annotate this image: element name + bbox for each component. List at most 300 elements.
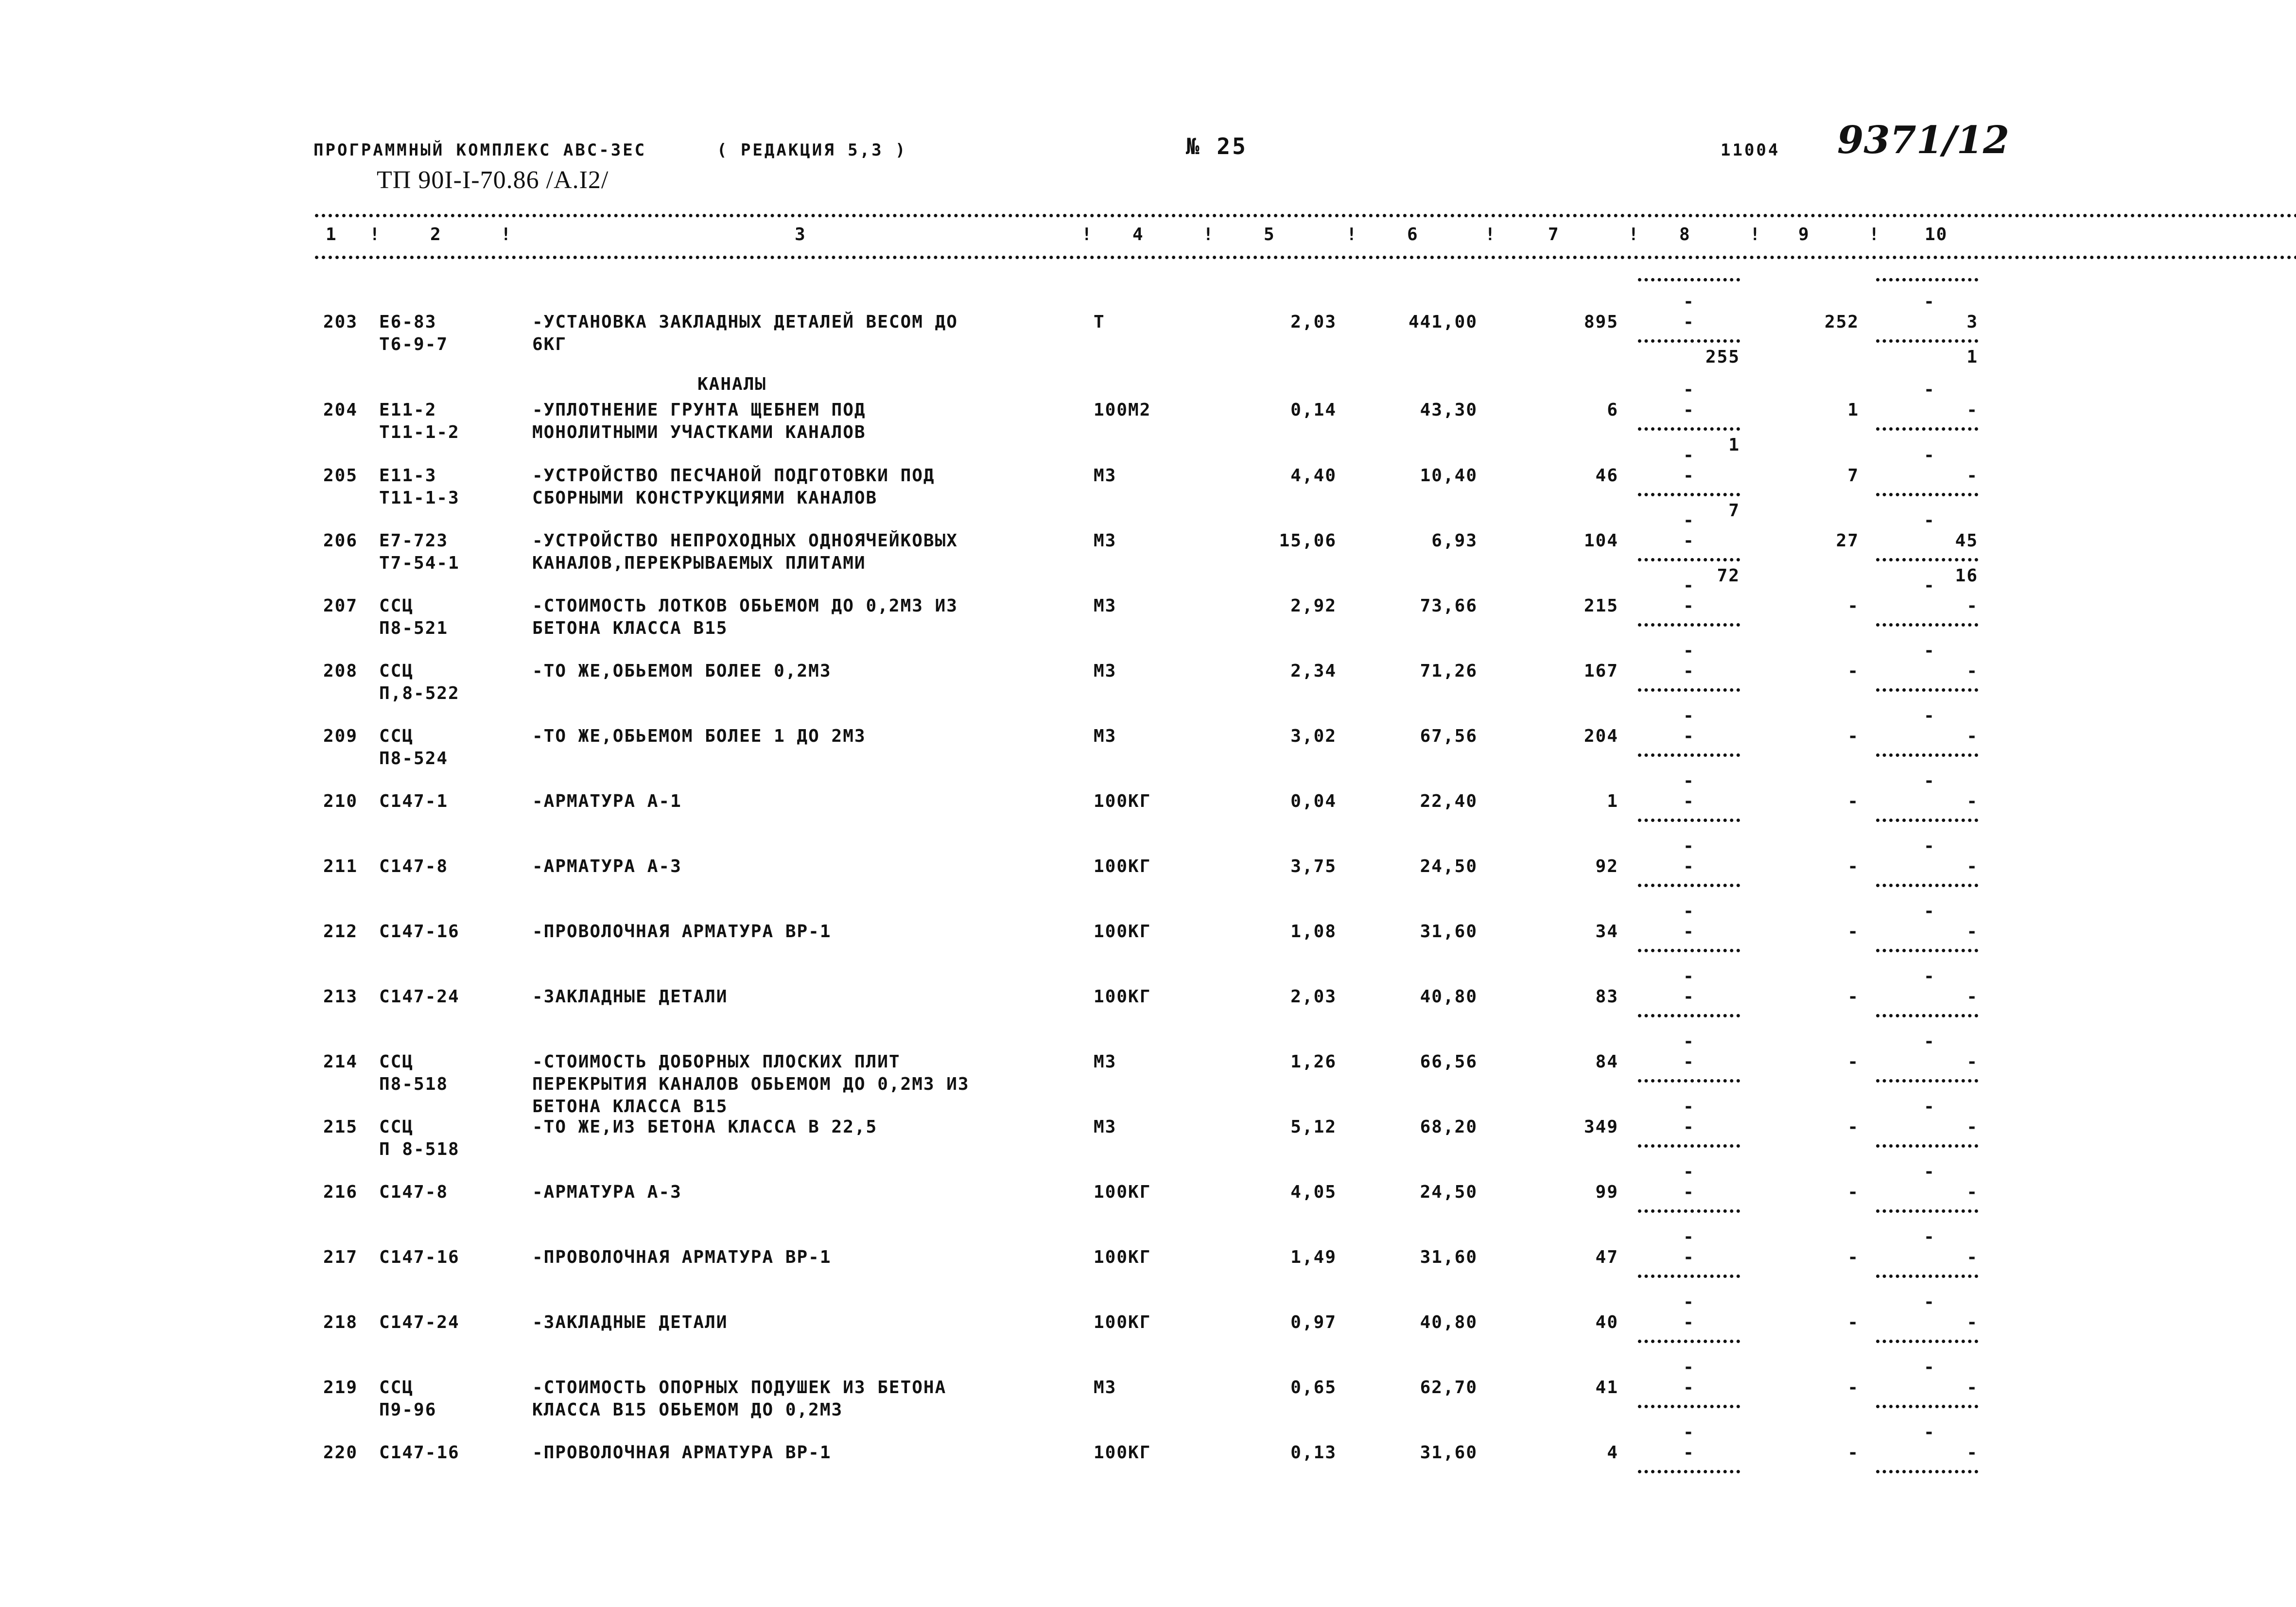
col8-mark-top: - [1683, 292, 1695, 312]
norm-code-line2: П8-521 [379, 618, 449, 638]
quantity: 4,05 [1290, 1182, 1337, 1202]
col9-value: - [1847, 1378, 1859, 1397]
norm-code: ССЦ [379, 1378, 414, 1397]
quantity: 15,06 [1279, 531, 1337, 551]
total-cost: 104 [1583, 531, 1618, 551]
col10-rule [1876, 1405, 1978, 1408]
col8-rule [1638, 427, 1740, 431]
quantity: 5,12 [1290, 1117, 1337, 1137]
col10-rule [1876, 623, 1978, 627]
work-description: -ТО ЖЕ,ИЗ БЕТОНА КЛАССА В 22,5 [532, 1117, 878, 1137]
quantity: 1,08 [1290, 922, 1337, 942]
col8-rule [1638, 1470, 1740, 1473]
document-code: 11004 [1721, 140, 1780, 160]
unit-price: 43,30 [1420, 400, 1478, 420]
col8-mark-top: - [1683, 966, 1695, 986]
quantity: 2,92 [1290, 596, 1337, 616]
handwritten-sheet-number: 9371/12 [1837, 118, 2010, 162]
col10-mark-top: - [1924, 1227, 1935, 1247]
work-description: -АРМАТУРА А-1 [532, 791, 682, 811]
norm-code: С147-24 [379, 987, 460, 1007]
col9-value: - [1847, 1312, 1859, 1332]
total-cost: 99 [1595, 1182, 1618, 1202]
norm-code: ССЦ [379, 726, 414, 746]
col8-subvalue: 255 [1705, 347, 1740, 367]
col10-rule [1876, 339, 1978, 343]
norm-code: ССЦ [379, 661, 414, 681]
col8-rule [1638, 1405, 1740, 1408]
work-description: -СТОИМОСТЬ ДОБОРНЫХ ПЛОСКИХ ПЛИТ [532, 1052, 901, 1072]
col9-value: 252 [1824, 312, 1859, 332]
col10-value: - [1966, 1443, 1978, 1463]
col9-value: - [1847, 791, 1859, 811]
col9-value: - [1847, 1117, 1859, 1137]
row-number: 203 [323, 312, 358, 332]
col9-value: - [1847, 1443, 1859, 1463]
col8-rule [1638, 558, 1740, 561]
col10-value: - [1966, 1247, 1978, 1267]
quantity: 2,03 [1290, 987, 1337, 1007]
work-description: -СТОИМОСТЬ ОПОРНЫХ ПОДУШЕК ИЗ БЕТОНА [532, 1378, 947, 1397]
col8-value: - [1683, 726, 1695, 746]
col8-rule [1638, 1144, 1740, 1148]
norm-code-line2: Т6-9-7 [379, 334, 449, 354]
unit-price: 40,80 [1420, 987, 1478, 1007]
row-number: 217 [323, 1247, 358, 1267]
col8-rule [1638, 688, 1740, 692]
col10-value: - [1966, 726, 1978, 746]
unit: М3 [1094, 596, 1117, 616]
quantity: 2,03 [1290, 312, 1337, 332]
norm-code: С147-8 [379, 856, 449, 876]
unit-price: 31,60 [1420, 1443, 1478, 1463]
col10-value: - [1966, 661, 1978, 681]
col10-value: - [1966, 400, 1978, 420]
row-number: 216 [323, 1182, 358, 1202]
column-header-3: 3 [795, 225, 806, 245]
work-description: -УСТРОЙСТВО ПЕСЧАНОЙ ПОДГОТОВКИ ПОД [532, 466, 935, 486]
work-description: КЛАССА В15 ОБЬЕМОМ ДО 0,2М3 [532, 1400, 843, 1420]
norm-code: Е11-2 [379, 400, 437, 420]
column-header-1: 1 [326, 225, 337, 245]
program-title: ПРОГРАММНЫЙ КОМПЛЕКС АВС-3ЕС [313, 140, 647, 160]
column-separator: ! [1346, 225, 1358, 245]
unit: 100КГ [1094, 856, 1151, 876]
col10-rule [1876, 1340, 1978, 1343]
column-header-9: 9 [1798, 225, 1810, 245]
total-cost: 215 [1583, 596, 1618, 616]
col8-value: - [1683, 312, 1695, 332]
work-description: -УСТАНОВКА ЗАКЛАДНЫХ ДЕТАЛЕЙ ВЕСОМ ДО [532, 312, 958, 332]
unit: 100КГ [1094, 922, 1151, 942]
col10-value: - [1966, 1117, 1978, 1137]
col8-subvalue: 72 [1717, 566, 1740, 586]
column-separator: ! [1485, 225, 1496, 245]
col10-mark-top: - [1924, 641, 1935, 661]
norm-code: ССЦ [379, 1052, 414, 1072]
quantity: 3,02 [1290, 726, 1337, 746]
col8-mark-top: - [1683, 576, 1695, 595]
norm-code: С147-1 [379, 791, 449, 811]
work-description: -ПРОВОЛОЧНАЯ АРМАТУРА ВР-1 [532, 1247, 832, 1267]
col8-mark-top: - [1683, 836, 1695, 856]
work-description: -УСТРОЙСТВО НЕПРОХОДНЫХ ОДНОЯЧЕЙКОВЫХ [532, 531, 958, 551]
col8-mark-top: - [1683, 1162, 1695, 1182]
col10-mark-top: - [1924, 771, 1935, 791]
unit: 100КГ [1094, 987, 1151, 1007]
col8-mark-top: - [1683, 901, 1695, 921]
col8-value: - [1683, 596, 1695, 616]
col10-mark-top: - [1924, 901, 1935, 921]
total-cost: 167 [1583, 661, 1618, 681]
column-header-4: 4 [1132, 225, 1144, 245]
col10-value: - [1966, 1378, 1978, 1397]
norm-code-line2: П,8-522 [379, 683, 460, 703]
col9-value: 7 [1847, 466, 1859, 486]
col10-mark-top: - [1924, 510, 1935, 530]
col10-rule [1876, 1014, 1978, 1017]
col9-value: - [1847, 922, 1859, 942]
column-separator: ! [1628, 225, 1640, 245]
col9-value: 27 [1836, 531, 1859, 551]
row-number: 220 [323, 1443, 358, 1463]
total-cost: 40 [1595, 1312, 1618, 1332]
col8-mark-top: - [1683, 510, 1695, 530]
col10-mark-top: - [1924, 966, 1935, 986]
column-separator: ! [1750, 225, 1761, 245]
col10-mark-top: - [1924, 1097, 1935, 1117]
col8-mark-top: - [1683, 380, 1695, 400]
col8-mark-top: - [1683, 1422, 1695, 1442]
col8-value: - [1683, 400, 1695, 420]
col8-subvalue: 7 [1728, 501, 1740, 521]
col9-value: - [1847, 1247, 1859, 1267]
col8-value: - [1683, 922, 1695, 942]
unit-price: 6,93 [1431, 531, 1478, 551]
work-description: -ТО ЖЕ,ОБЬЕМОМ БОЛЕЕ 1 ДО 2М3 [532, 726, 866, 746]
edition-label: ( РЕДАКЦИЯ 5,3 ) [717, 140, 907, 160]
col8-rule [1638, 949, 1740, 952]
unit-price: 24,50 [1420, 1182, 1478, 1202]
unit-price: 68,20 [1420, 1117, 1478, 1137]
row-number: 211 [323, 856, 358, 876]
unit-price: 31,60 [1420, 1247, 1478, 1267]
norm-code: ССЦ [379, 596, 414, 616]
col10-mark-top: - [1924, 576, 1935, 595]
col8-rule [1638, 884, 1740, 887]
unit: 100КГ [1094, 1182, 1151, 1202]
col10-rule [1876, 688, 1978, 692]
col9-value: - [1847, 987, 1859, 1007]
column-header-8: 8 [1679, 225, 1691, 245]
column-separator: ! [1869, 225, 1880, 245]
column-header-5: 5 [1264, 225, 1275, 245]
col8-mark-top: - [1683, 1031, 1695, 1051]
col9-value: - [1847, 1182, 1859, 1202]
col8-subvalue: 1 [1728, 435, 1740, 455]
norm-code-line2: П9-96 [379, 1400, 437, 1420]
col10-value: 45 [1955, 531, 1978, 551]
col10-rule [1876, 493, 1978, 496]
column-separator: ! [369, 225, 381, 245]
col8-rule [1638, 1340, 1740, 1343]
row-number: 204 [323, 400, 358, 420]
col8-value: - [1683, 1378, 1695, 1397]
row-number: 205 [323, 466, 358, 486]
column-header-6: 6 [1407, 225, 1419, 245]
norm-code: Е7-723 [379, 531, 449, 551]
unit: М3 [1094, 661, 1117, 681]
norm-code: Е11-3 [379, 466, 437, 486]
table-top-rule [315, 214, 2296, 217]
col10-subvalue: 16 [1955, 566, 1978, 586]
row-number: 207 [323, 596, 358, 616]
unit-price: 73,66 [1420, 596, 1478, 616]
col10-rule [1876, 1275, 1978, 1278]
col8-mark-top: - [1683, 641, 1695, 661]
col8-rule [1638, 278, 1740, 281]
col10-rule [1876, 753, 1978, 757]
page-number: № 25 [1186, 133, 1248, 159]
col10-rule [1876, 1209, 1978, 1213]
norm-code: С147-24 [379, 1312, 460, 1332]
total-cost: 204 [1583, 726, 1618, 746]
quantity: 0,65 [1290, 1378, 1337, 1397]
unit-price: 22,40 [1420, 791, 1478, 811]
total-cost: 1 [1607, 791, 1618, 811]
col10-rule [1876, 278, 1978, 281]
col10-rule [1876, 427, 1978, 431]
col8-mark-top: - [1683, 1227, 1695, 1247]
col10-rule [1876, 1144, 1978, 1148]
quantity: 3,75 [1290, 856, 1337, 876]
quantity: 2,34 [1290, 661, 1337, 681]
column-separator: ! [1081, 225, 1093, 245]
work-description: БЕТОНА КЛАССА В15 [532, 618, 728, 638]
unit-price: 40,80 [1420, 1312, 1478, 1332]
total-cost: 46 [1595, 466, 1618, 486]
col10-mark-top: - [1924, 1162, 1935, 1182]
unit: М3 [1094, 466, 1117, 486]
unit-price: 31,60 [1420, 922, 1478, 942]
row-number: 214 [323, 1052, 358, 1072]
quantity: 1,26 [1290, 1052, 1337, 1072]
row-number: 215 [323, 1117, 358, 1137]
col10-rule [1876, 1470, 1978, 1473]
col8-value: - [1683, 791, 1695, 811]
work-description: -АРМАТУРА А-3 [532, 856, 682, 876]
col10-rule [1876, 884, 1978, 887]
unit: М3 [1094, 531, 1117, 551]
work-description: МОНОЛИТНЫМИ УЧАСТКАМИ КАНАЛОВ [532, 422, 866, 442]
work-description: БЕТОНА КЛАССА В15 [532, 1097, 728, 1117]
col8-value: - [1683, 1247, 1695, 1267]
unit: 100КГ [1094, 791, 1151, 811]
work-description: -СТОИМОСТЬ ЛОТКОВ ОБЬЕМОМ ДО 0,2М3 ИЗ [532, 596, 958, 616]
column-header-7: 7 [1548, 225, 1560, 245]
col10-value: - [1966, 1182, 1978, 1202]
column-header-2: 2 [430, 225, 442, 245]
col8-rule [1638, 493, 1740, 496]
col10-mark-top: - [1924, 1357, 1935, 1377]
col9-value: - [1847, 596, 1859, 616]
col10-value: - [1966, 1312, 1978, 1332]
total-cost: 895 [1583, 312, 1618, 332]
col10-value: - [1966, 791, 1978, 811]
col10-value: - [1966, 1052, 1978, 1072]
unit-price: 24,50 [1420, 856, 1478, 876]
work-description: 6КГ [532, 334, 567, 354]
unit: 100КГ [1094, 1247, 1151, 1267]
col8-value: - [1683, 1117, 1695, 1137]
norm-code-line2: П8-518 [379, 1074, 449, 1094]
col8-value: - [1683, 987, 1695, 1007]
norm-code-line2: П8-524 [379, 749, 449, 769]
total-cost: 84 [1595, 1052, 1618, 1072]
work-description: -ТО ЖЕ,ОБЬЕМОМ БОЛЕЕ 0,2М3 [532, 661, 832, 681]
total-cost: 6 [1607, 400, 1618, 420]
work-description: -ПРОВОЛОЧНАЯ АРМАТУРА ВР-1 [532, 922, 832, 942]
col8-rule [1638, 1014, 1740, 1017]
col9-value: - [1847, 1052, 1859, 1072]
row-number: 219 [323, 1378, 358, 1397]
row-number: 209 [323, 726, 358, 746]
col10-rule [1876, 1079, 1978, 1083]
col10-value: - [1966, 987, 1978, 1007]
col10-value: - [1966, 922, 1978, 942]
col8-rule [1638, 819, 1740, 822]
total-cost: 41 [1595, 1378, 1618, 1397]
col8-mark-top: - [1683, 445, 1695, 465]
work-description: КАНАЛОВ,ПЕРЕКРЫВАЕМЫХ ПЛИТАМИ [532, 553, 866, 573]
total-cost: 34 [1595, 922, 1618, 942]
col10-value: - [1966, 596, 1978, 616]
col8-rule [1638, 1079, 1740, 1083]
col9-value: - [1847, 856, 1859, 876]
unit-price: 71,26 [1420, 661, 1478, 681]
norm-code-line2: П 8-518 [379, 1139, 460, 1159]
quantity: 1,49 [1290, 1247, 1337, 1267]
unit-price: 441,00 [1408, 312, 1478, 332]
col9-value: - [1847, 726, 1859, 746]
unit: М3 [1094, 1117, 1117, 1137]
col8-value: - [1683, 1443, 1695, 1463]
section-title: КАНАЛЫ [697, 374, 767, 394]
col8-value: - [1683, 1312, 1695, 1332]
work-description: ПЕРЕКРЫТИЯ КАНАЛОВ ОБЬЕМОМ ДО 0,2М3 ИЗ [532, 1074, 970, 1094]
col10-value: - [1966, 466, 1978, 486]
col10-mark-top: - [1924, 1031, 1935, 1051]
norm-code: ССЦ [379, 1117, 414, 1137]
column-separator: ! [1203, 225, 1215, 245]
col8-rule [1638, 1275, 1740, 1278]
col10-rule [1876, 558, 1978, 561]
col10-subvalue: 1 [1966, 347, 1978, 367]
unit-price: 66,56 [1420, 1052, 1478, 1072]
work-description: -АРМАТУРА А-3 [532, 1182, 682, 1202]
column-header-10: 10 [1925, 225, 1948, 245]
row-number: 206 [323, 531, 358, 551]
quantity: 4,40 [1290, 466, 1337, 486]
unit: 100КГ [1094, 1443, 1151, 1463]
work-description: -ЗАКЛАДНЫЕ ДЕТАЛИ [532, 987, 728, 1007]
row-number: 208 [323, 661, 358, 681]
col8-mark-top: - [1683, 1357, 1695, 1377]
row-number: 210 [323, 791, 358, 811]
col8-value: - [1683, 1052, 1695, 1072]
col10-mark-top: - [1924, 292, 1935, 312]
work-description: -ЗАКЛАДНЫЕ ДЕТАЛИ [532, 1312, 728, 1332]
col10-rule [1876, 819, 1978, 822]
col9-value: - [1847, 661, 1859, 681]
norm-code: Е6-83 [379, 312, 437, 332]
col8-rule [1638, 623, 1740, 627]
quantity: 0,04 [1290, 791, 1337, 811]
row-number: 213 [323, 987, 358, 1007]
unit-price: 10,40 [1420, 466, 1478, 486]
row-number: 212 [323, 922, 358, 942]
col10-mark-top: - [1924, 836, 1935, 856]
col8-value: - [1683, 661, 1695, 681]
col8-value: - [1683, 466, 1695, 486]
norm-code-line2: Т11-1-3 [379, 488, 460, 508]
norm-code-line2: Т11-1-2 [379, 422, 460, 442]
col8-mark-top: - [1683, 1097, 1695, 1117]
col9-value: 1 [1847, 400, 1859, 420]
col10-mark-top: - [1924, 706, 1935, 726]
col10-mark-top: - [1924, 380, 1935, 400]
quantity: 0,13 [1290, 1443, 1337, 1463]
total-cost: 47 [1595, 1247, 1618, 1267]
row-number: 218 [323, 1312, 358, 1332]
quantity: 0,97 [1290, 1312, 1337, 1332]
unit: М3 [1094, 1378, 1117, 1397]
norm-code: С147-16 [379, 1247, 460, 1267]
col10-value: 3 [1966, 312, 1978, 332]
col10-mark-top: - [1924, 1422, 1935, 1442]
col10-rule [1876, 949, 1978, 952]
col8-value: - [1683, 1182, 1695, 1202]
quantity: 0,14 [1290, 400, 1337, 420]
norm-code: С147-16 [379, 922, 460, 942]
norm-code: С147-16 [379, 1443, 460, 1463]
unit: 100КГ [1094, 1312, 1151, 1332]
col10-value: - [1966, 856, 1978, 876]
col8-mark-top: - [1683, 771, 1695, 791]
unit: 100М2 [1094, 400, 1151, 420]
unit: Т [1094, 312, 1105, 332]
norm-code: С147-8 [379, 1182, 449, 1202]
total-cost: 83 [1595, 987, 1618, 1007]
column-separator: ! [501, 225, 512, 245]
table-header-rule [315, 256, 2296, 259]
total-cost: 4 [1607, 1443, 1618, 1463]
work-description: -УПЛОТНЕНИЕ ГРУНТА ЩЕБНЕМ ПОД [532, 400, 866, 420]
project-designation: ТП 90I-I-70.86 /А.I2/ [377, 166, 609, 194]
col8-value: - [1683, 531, 1695, 551]
unit-price: 67,56 [1420, 726, 1478, 746]
total-cost: 349 [1583, 1117, 1618, 1137]
work-description: СБОРНЫМИ КОНСТРУКЦИЯМИ КАНАЛОВ [532, 488, 878, 508]
col8-rule [1638, 753, 1740, 757]
unit: М3 [1094, 726, 1117, 746]
col10-mark-top: - [1924, 1292, 1935, 1312]
col8-rule [1638, 1209, 1740, 1213]
col10-mark-top: - [1924, 445, 1935, 465]
col8-value: - [1683, 856, 1695, 876]
unit-price: 62,70 [1420, 1378, 1478, 1397]
col8-mark-top: - [1683, 1292, 1695, 1312]
